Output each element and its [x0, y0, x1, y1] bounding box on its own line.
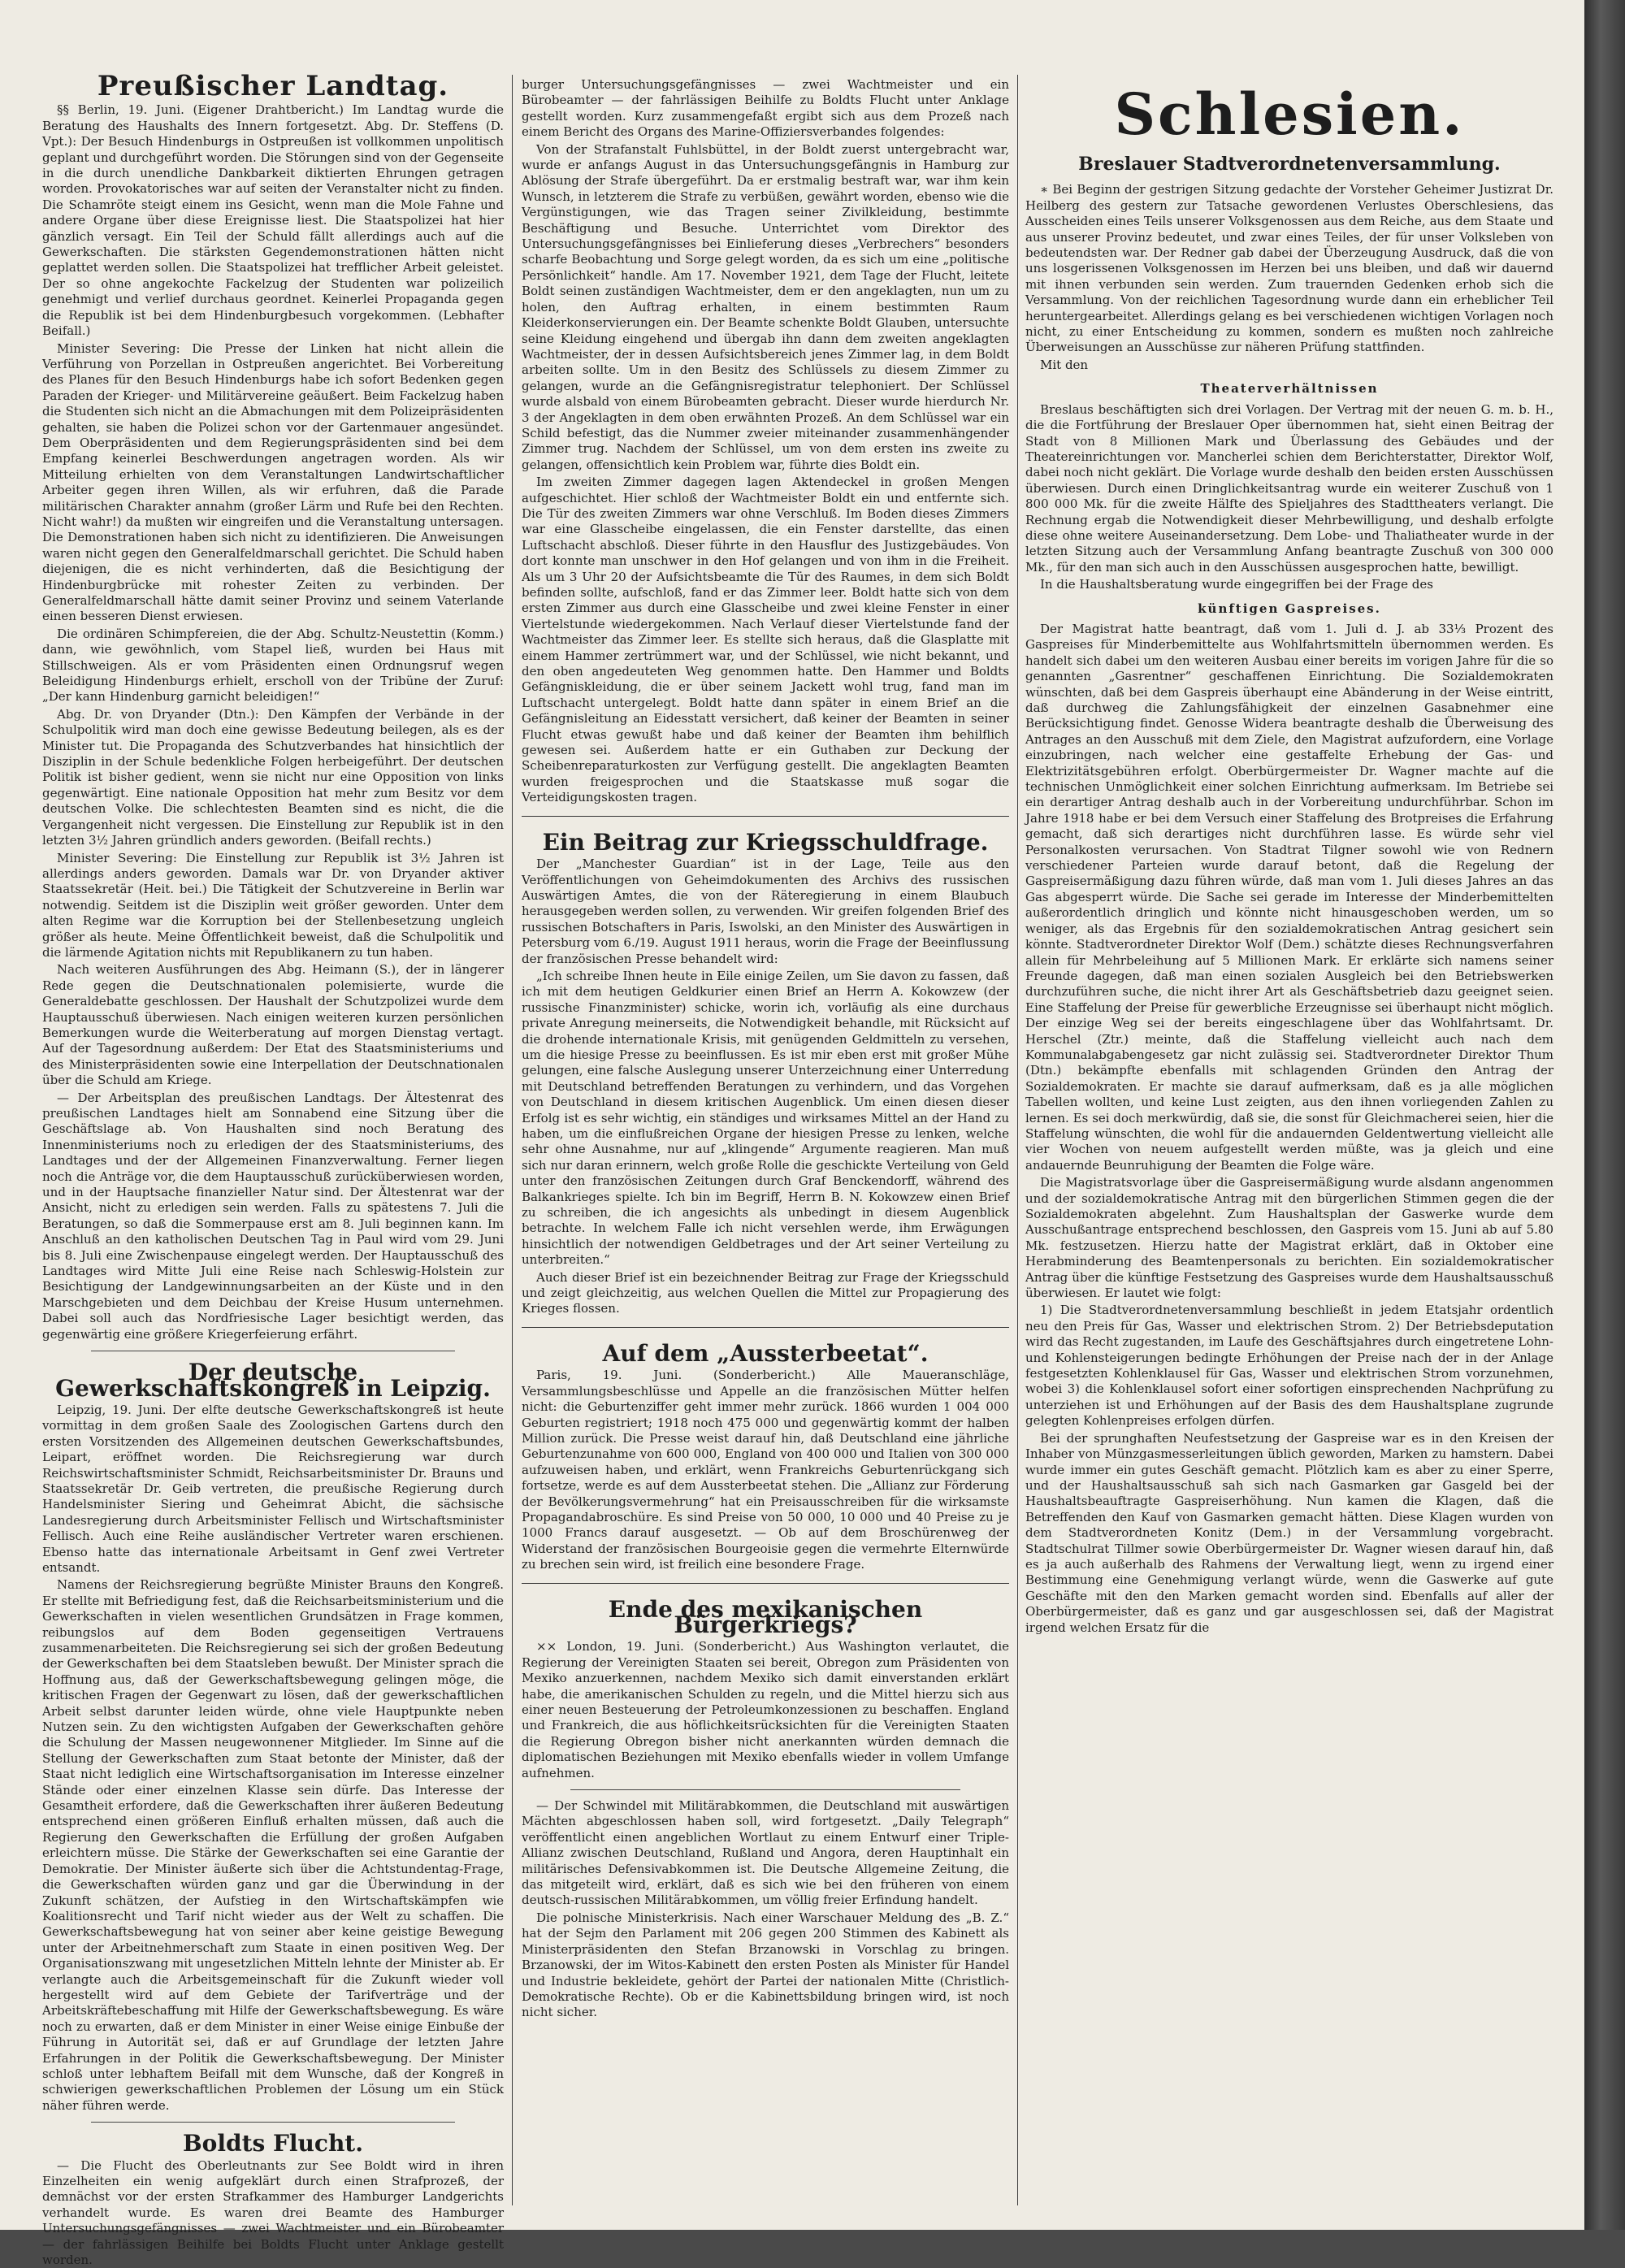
article-paragraph: Mit den — [1040, 357, 1089, 372]
article-paragraph: Der Magistrat hatte beantragt, daß vom 1. Juli d. J. ab 33⅓ Prozent des Gaspreises für Minderbemittelte aus Wohlfahrtsmitteln übernommen werden. Es handelt sich dabei um den weiteren Ausbau einer bereits im vorigen Jahre für die so genannten „Gasrentner“ geschaffenen Einrichtung. Die Sozialdemokraten wünschten, daß bei dem Gaspreis überhaupt eine Abänderung in der Weise eintritt, daß durchweg die Zahlungsfähigkeit der einzelnen Gasabnehmer eine Berücksichtigung findet. Genosse Widera beantragte deshalb die Überweisung des Antrages an den Ausschuß mit dem Ziele, den Magistrat aufzufordern, eine Vorlage einzubringen, nach welcher eine gestaffelte Erhebung der Gas- und Elektrizitätsgebühren erfolgt. Oberbürgermeister Dr. Wagner machte auf die technischen Unmöglichkeit einer solchen Einrichtung aufmerksam. Im Betriebe sei ein derartiger Antrag deshalb auch in der Vorbereitung undurchführbar. Schon im Jahre 1918 habe er bei dem Versuch einer Staffelung des Brotpreises die Erfahrung gemacht, daß sich derartiges nicht durchführen lasse. Es würde sehr viel Personalkosten verursachen. Von Stadtrat Tilgner sowohl wie von Rednern verschiedener Parteien wurde darauf betont, daß die Regelung der Gaspreisermäßigung dazu führen würde, daß man vom 1. Juli dieses Jahres an das Gas abgesperrt würde. Die Sache sei gerade im Interesse der Minderbemittelten außerordentlich dringlich und könnte nicht hinausgeschoben werden, um so weniger, als das Ergebnis für den sozialdemokratischen Antrag gesichert sein könnte. Stadtverordneter Direktor Wolf (Dem.) schätzte dieses Rechnungsverfahren allein für Mehrbeleihung auf 5 Millionen Mark. Er erklärte sich namens seiner Freunde dagegen, daß man einen sozialen Ausgleich bei den Betriebswerken durchzuführen suche, die nicht ihrer Art als Geschäftsbetrieb dazu geeignet seien. Eine Staffelung der Preise für gewerbliche Erzeugnisse sei überhaupt nicht möglich. Der einzige Weg sei der bereits eingeschlagene über das Wohlfahrtsamt. Dr. Herschel (Ztr.) meinte, daß die Staffelung vielleicht auch nach dem Kommunalabgabengesetz gar nicht zulässig sei. Stadtverordneter Direktor Thum (Dtn.) bekämpfte ebenfalls mit schlagenden Gründen den Antrag der Sozialdemokraten. Er machte sie darauf aufmerksam, daß es ja alle möglichen Tabellen wollten, und keine Lust zeigten, aus den ihnen vorliegenden Zahlen zu lernen. Es sei doch merkwürdig, daß sie, die sonst für Gleichmacherei seien, hier die Staffelung wünschten, die wohl für die andauernden Geldentwertung vielleicht alle vier Wochen von neuem aufgestellt werden müßte, was ja gleich und eine andauernde Beunruhigung der Beamten die Folge wäre. — [1025, 621, 1554, 1173]
article-paragraph: ×× London, 19. Juni. (Sonderbericht.) Aus Washington verlautet, die Regierung der Vereinigten Staaten sei bereit, Obregon zum Präsidenten von Mexiko anzuerkennen, nachdem Mexiko sich damit einverstanden erklärt habe, die amerikanischen Schulden zu regeln, und die Mittel hierzu sich aus einer neuen Besteuerung der Petroleumkonzessionen zu beschaffen. England und Frankreich, die aus höflichkeitsrücksichten für die Vereinigten Staaten die Regierung Obregon bisher nicht anerkannten würden demnach die diplomatischen Beziehungen mit Mexiko ebenfalls wieder in vollem Umfange aufnehmen. — [522, 1639, 1009, 1780]
article-paragraph: burger Untersuchungsgefängnisses — zwei Wachtmeister und ein Bürobeamter — der fahrlässigen Beihilfe zu Boldts Flucht unter Anklage gestellt worden. Kurz zusammengefaßt ergibt sich aus dem Prozeß nach einem Bericht des Organs des Marine-Offiziersverbandes folgendes: — [522, 77, 1009, 140]
divider — [91, 2122, 455, 2123]
article-paragraph: Der „Manchester Guardian“ ist in der Lage, Teile aus den Veröffentlichungen von Geheimdokumenten des Archivs des russischen Auswärtigen Amtes, die von der Räteregierung in einem Blaubuch herausgegeben werden sollen, zu verwenden. Wir greifen folgenden Brief des russischen Botschafters in Paris, Iswolski, an den Minister des Auswärtigen in Petersburg vom 6./19. August 1911 heraus, worin die Frage der Beeinflussung der französischen Presse behandelt wird: — [522, 856, 1009, 966]
article-paragraph: Die Magistratsvorlage über die Gaspreisermäßigung wurde alsdann angenommen und der sozialdemokratische Antrag mit den bürgerlichen Stimmen gegen die der Sozialdemokraten abgelehnt. Zum Haushaltsplan der Gaswerke wurde dem Ausschußantrage entsprechend beschlossen, den Gaspreis vom 15. Juni ab auf 5.80 Mk. festzusetzen. Hierzu hatte der Magistrat erklärt, daß in Oktober eine Herabminderung des Beamtenpersonals zu berichten. Ein sozialdemokratischer Antrag über die künftige Festsetzung des Gaspreises wurde dem Haushaltsausschuß überwiesen. Er lautet wie folgt: — [1025, 1175, 1554, 1301]
headline-boldts-flucht: Boldts Flucht. — [183, 2130, 363, 2157]
article-box — [522, 816, 1009, 1317]
scan-edge — [1584, 0, 1625, 2230]
article-paragraph: Minister Severing: Die Einstellung zur Republik ist 3½ Jahren ist allerdings anders geworden. Damals war Dr. von Dryander aktiver Staatssekretär (Heit. bei.) Die Tätigkeit der Schutzvereine in Berlin war notwendig. Seitdem ist die Disziplin weit größer geworden. Unter dem alten Regime war die Korruption bei der Stellenbesetzung ungleich größer als heute. Meine Öffentlichkeit beweist, daß die Schulpolitik und die lärmende Agitation nichts mit Republikanern zu tun haben. — [42, 850, 504, 960]
article-paragraph: Abg. Dr. von Dryander (Dtn.): Den Kämpfen der Verbände in der Schulpolitik wird man doch eine gewisse Bedeutung beilegen, als es der Minister tut. Die Propaganda des Schutzverbandes hat hinsichtlich der Disziplin in der Schule bedenkliche Folgen herbeigeführt. Der deutschen Politik ist bisher gedient, wenn sie nicht nur eine Opposition von links gegenwärtigt. Eine nationale Opposition hat mehr zum Besitz vor dem deutschen Volke. Die schlechtesten Beamten sind es nicht, die die Vergangenheit nicht vergessen. Die Einstellung zur Republik ist in den letzten 3½ Jahren gründlich anders geworden. (Beifall rechts.) — [42, 706, 504, 848]
article-paragraph: „Ich schreibe Ihnen heute in Eile einige Zeilen, um Sie davon zu fassen, daß ich mit dem heutigen Geldkurier einen Brief an Herrn A. Kokowzew (der russische Finanzminister) schicke, worin ich, vorläufig als eine durchaus private Anregung meinerseits, die Notwendigkeit behandle, mit Rücksicht auf die drohende internationale Krisis, mit genügenden Geldmitteln zu versehen, um die hiesige Presse zu beeinflussen. Es ist mir eben erst mit großer Mühe gelungen, eine falsche Auslegung unserer Unterzeichnung einer Unterredung mit Deutschland betreffenden Beratungen zu verhindern, und das Vorgehen von Deutschland in diesem kritischen Augenblick. Um einen diesen dieser Erfolg ist es sehr wichtig, ein ständiges und wirksames Mittel an der Hand zu haben, um die einflußreichen Organe der hiesigen Presse zu lenken, welche sehr ohne Ausnahme, nur auf „klingende“ Argumente reagieren. Man muß sich nur daran erinnern, welch große Rolle die geschickte Verteilung von Geld unter den französischen Zeitungen durch Graf Benckendorff, während des Balkankrieges spielte. Ich bin im Begriff, Herrn B. N. Kokowzew einen Brief zu schreiben, die ich angesichts als unbedingt in diesem Augenblick betrachte. In welchem Falle ich nicht versehlen werde, ihm Erwägungen hinsichtlich der notwendigen Geldbetrages und der Art seiner Verteilung zu unterbreiten.“ — [522, 968, 1009, 1268]
article-paragraph: Von der Strafanstalt Fuhlsbüttel, in der Boldt zuerst untergebracht war, wurde er anfangs August in das Untersuchungsgefängnis in Hamburg zur Ablösung der Strafe übergeführt. Da er erstmalig bestraft war, war ihm kein Wunsch, in letzterem die Strafe zu verbüßen, gewährt worden, ebenso wie die Vergünstigungen, wie das Tragen seiner Zivilkleidung, bestimmte Beschäftigung und Besuche. Unterrichtet vom Direktor des Untersuchungsgefängnisses bei Einlieferung dieses „Verbrechers“ besonders scharfe Beobachtung und Sorge gelegt worden, da es sich um eine „politische Persönlichkeit“ handle. Am 17. November 1921, dem Tage der Flucht, leitete Boldt seinen zuständigen Wachtmeister, dem er den angeklagten, nun um zu holen, den Auftrag erhalten, in einem bestimmten Raum Kleiderkonservierungen ein. Der Beamte schenkte Boldt Glauben, untersuchte seine Kleidung eingehend und übergab ihn dann dem zweiten angeklagten Wachtmeister, der in dessen Aufsichtsbereich jenes Zimmer lag, in dem Boldt arbeiten sollte. Um in den Besitz des Schlüssels zu diesem Zimmer zu gelangen, wurde an die Gefängnisregistratur telephoniert. Der Schlüssel wurde alsbald von einem Bürobeamten gebracht. Dieser wurde hierdurch Nr. 3 der Angeklagten in dem oben erwähnten Prozeß. An dem Schlüssel war ein Schild befestigt, das die Nummer zweier miteinander zusammenhängender Zimmer trug. Nachdem der Schlüssel, um von dem ersten ins zweite zu gelangen, offensichtlich kein Problem war, führte dies Boldt ein. — [522, 141, 1009, 472]
column-middle — [522, 77, 1009, 2205]
headline-kriegsschuldfrage: Ein Beitrag zur Kriegsschuldfrage. — [542, 828, 989, 856]
headline-preussischer-landtag: Preußischer Landtag. — [97, 70, 449, 102]
article-box — [522, 1327, 1009, 1573]
article-paragraph: — Die Flucht des Oberleutnants zur See Boldt wird in ihren Einzelheiten ein wenig aufgeklärt durch einen Strafprozeß, der demnächst vor der ersten Strafkammer des Hamburger Landgerichts verhandelt wurde. Es waren drei Beamte des Hamburger Untersuchungsgefängnisses — zwei Wachtmeister und ein Bürobeamter — der fahrlässigen Beihilfe bei Boldts Flucht unter Anklage gestellt worden. — [42, 2157, 504, 2268]
article-paragraph: Paris, 19. Juni. (Sonderbericht.) Alle Maueranschläge, Versammlungsbeschlüsse und Appelle an die französischen Mütter helfen nicht: die Geburtenziffer geht immer mehr zurück. 1866 wurden 1 004 000 Geburten registriert; 1918 noch 475 000 und gegenwärtig kommt der halben Million zurück. Die Presse weist darauf hin, daß Deutschland eine jährliche Geburtenzunahme von 600 000, England von 400 000 und Italien von 300 000 aufzuweisen haben, und erklärt, wenn Frankreichs Geburtenrückgang sich fortsetze, werde es auf dem Aussterbeetat stehen. Die „Allianz zur Förderung der Bevölkerungsvermehrung“ hat ein Preisausschreiben für die wirksamste Propagandabroschüre. Es sind Preise von 50 000, 10 000 und 40 Preise zu je 1000 Francs darauf ausgesetzt. — Ob auf dem Broschürenweg der Widerstand der französischen Bourgeoisie gegen die vermehrte Elternwürde zu brechen sein wird, ist freilich eine besondere Frage. — [522, 1368, 1009, 1572]
article-paragraph: Breslaus beschäftigten sich drei Vorlagen. Der Vertrag mit der neuen G. m. b. H., die die Fortführung der Breslauer Oper übernommen hat, sieht einen Beitrag der Stadt von 8 Millionen Mark und Überlassung des Gebäudes und der Theatereinrichtungen vor. Mancherlei schien dem Berichterstatter, Direktor Wolf, dabei noch nicht geklärt. Die Vorlage wurde deshalb den beiden ersten Ausschüssen überwiesen. Durch einen Dringlichkeitsantrag wurde ein weiterer Zuschuß von 1 800 000 Mk. für die zweite Hälfte des Spieljahres des Stadttheaters verlangt. Die Rechnung ergab die Notwendigkeit dieser Mehrbewilligung, und deshalb erfolgte diese ohne weitere Auseinandersetzung. Dem Lobe- und Thaliatheater wurde in der letzten Sitzung auch der Versammlung Anfang beantragte Zuschuß von 300 000 Mk., für den man sich auch in den Ausschüssen ausgesprochen hatte, bewilligt. — [1025, 401, 1554, 575]
subheading-theaterverhaeltnisse: Theaterverhältnissen — [1200, 381, 1379, 397]
article-paragraph: — Der Arbeitsplan des preußischen Landtags. Der Ältestenrat des preußischen Landtages hielt am Sonnabend eine Sitzung über die Geschäftslage ab. Von Haushalten sind noch Beratung des Innenministeriums noch zu erledigen der des Staatsministeriums, des Landtages und der der Allgemeinen Finanzverwaltung. Ferner liegen noch die Anträge vor, die dem Hauptausschuß zurücküberwiesen worden, und in der Hauptsache finanzieller Natur sind. Der Ältestenrat war der Ansicht, nicht zu erledigen sein werden. Falls zu spätestens 7. Juli die Beratungen, so daß die Sommerpause erst am 8. Juli beginnen kann. Im Anschluß an den katholischen Deutschen Tag in Paul wird vom 29. Juni bis 8. Juli eine Zwischenpause eingelegt werden. Der Hauptausschuß des Landtages wird Mitte Juli eine Reise nach Schleswig-Holstein zur Besichtigung der Landgewinnungsarbeiten an der Küste und in den Marschgebieten und dem Deichbau der Kreise Husum unternehmen. Dabei soll auch das Nordfriesische Lager besichtigt werden, das gegenwärtig eine größere Kriegerfeierung erfährt. — [42, 1090, 504, 1342]
column-left — [42, 70, 504, 2268]
article-paragraph: Die polnische Ministerkrisis. Nach einer Warschauer Meldung des „B. Z.“ hat der Sejm den Parlament mit 206 gegen 200 Stimmen des Kabinett als Ministerpräsidenten den Stefan Brzanowski in Vorschlag zu bringen. Brzanowski, der im Witos-Kabinett den ersten Posten als Minister für Handel und Industrie bekleidete, gehört der Partei der nationalen Mitte (Christlich-Demokratische Rechte). Ob er die Kabinettsbildung bringen wird, ist noch nicht sicher. — [522, 1910, 1009, 2020]
article-paragraph: Nach weiteren Ausführungen des Abg. Heimann (S.), der in längerer Rede gegen die Deutschnationalen polemisierte, wurde die Generaldebatte geschlossen. Der Haushalt der Schutzpolizei wurde dem Hauptausschuß überwiesen. Nach einigen weiteren kurzen persönlichen Bemerkungen wurde die Weiterberatung auf morgen Dienstag vertagt. Auf der Tagesordnung außerdem: Der Etat des Staatsministeriums und des Ministerpräsidenten sowie eine Interpellation der Deutschnationalen über die Schuld am Kriege. — [42, 962, 504, 1088]
article-paragraph: In die Haushaltsberatung wurde eingegriffen bei der Frage des — [1040, 577, 1433, 592]
article-paragraph: Auch dieser Brief ist ein bezeichnender Beitrag zur Frage der Kriegsschuld und zeigt gleichzeitig, aus welchen Quellen die Mittel zur Propagierung des Krieges flossen. — [522, 1269, 1009, 1316]
divider — [570, 1789, 960, 1790]
column-rule — [1017, 75, 1018, 2205]
article-paragraph: ∗ Bei Beginn der gestrigen Sitzung gedachte der Vorsteher Geheimer Justizrat Dr. Heilberg des gestern zur Tatsache gewordenen Verlustes Oberschlesiens, das Ausscheiden eines Teils unserer Volksgenossen aus dem Reiche, aus dem Staate und aus unserer Provinz bedeutet, und zwar eines Teiles, der für unser Volksleben von bedeutendsten war. Der Redner gab dabei der Überzeugung Ausdruck, daß die von uns losgerissenen Volksgenossen im Herzen bei uns bleiben, und daß wir dauernd mit ihnen verbunden sein werden. Zum trauernden Gedenken erhob sich die Versammlung. Von der reichlichen Tagesordnung wurde dann ein erheblicher Teil heruntergearbeitet. Allerdings gelang es bei verschiedenen wichtigen Vorlagen noch nicht, zu einer Entscheidung zu kommen, sondern es mußten noch zahlreiche Überweisungen an Ausschüsse zur näheren Prüfung stattfinden. — [1025, 182, 1554, 355]
article-paragraph: Namens der Reichsregierung begrüßte Minister Brauns den Kongreß. Er stellte mit Befriedigung fest, daß die Reichsarbeitsministerium und die Gewerkschaften in vielen wesentlichen Grundsätzen in Frage kommen, reibungslos auf dem Boden gegenseitigen Vertrauens zusammenarbeiteten. Die Reichsregierung sei sich der großen Bedeutung der Gewerkschaften bei dem Staatsleben bewußt. Der Minister sprach die Hoffnung aus, daß der Gewerkschaftsbewegung gelingen möge, die kritischen Fragen der Gegenwart zu lösen, daß der gewerkschaftlichen Arbeit selbst darunter leiden würde, ohne viele Hauptpunkte neben Nutzen sein. Zu den wichtigsten Aufgaben der Gewerkschaften gehöre die Schulung der Massen neugewonnener Mitglieder. Im Sinne auf die Stellung der Gewerkschaften zum Staat betonte der Minister, daß der Staat nicht lediglich eine Wirtschaftsorganisation im Interesse einzelner Stände oder einer einzelnen Klasse sein dürfe. Das Interesse der Gesamtheit erfordere, daß die Gewerkschaften ihrer äußeren Bedeutung entsprechend einen größeren Einfluß erhalten müssen, daß auch die Regierung den Gewerkschaften die Erfüllung der großen Aufgaben erleichtern müsse. Die Stärke der Gewerkschaften sei eine Garantie der Demokratie. Der Minister äußerte sich über die Achtstundentag-Frage, die Gewerkschaften würden ganz und gar die Überwindung in der Zukunft schätzen, der Aufstieg in den Wirtschaftskämpfen wie Koalitionsrecht und Tarif nicht wieder aus der Welt zu schaffen. Die Gewerkschaftsbewegung hat von seiner aber keine geistige Bewegung unter der Arbeitnehmerschaft zum Staate in einen positiven Weg. Der Organisationszwang mit ungesetzlichen Mitteln lehnte der Minister ab. Er verlangte auch die Arbeitsgemeinschaft für die Zukunft wieder voll hergestellt wird auf dem Gebiete der Tarifverträge und der Arbeitskräftebeschaffung mit Hilfe der Gewerkschaftsbewegung. Es wäre noch zu erwarten, daß er dem Minister in einer Weise einige Einbuße der Führung in Autorität sei, daß er auf Grundlage der letzten Jahre Erfahrungen in der Politik die Gewerkschaftsbewegung. Der Minister schloß unter lebhaftem Beifall mit dem Wunsche, daß der Kongreß in schwierigen gewerkschaftlichen Problemen der Lösung um ein Stück näher führen werde. — [42, 1577, 504, 2113]
column-right — [1025, 77, 1554, 2205]
headline-stadtverordnetenversammlung: Breslauer Stadtverordnetenversammlung. — [1078, 154, 1501, 175]
article-paragraph: 1) Die Stadtverordnetenversammlung beschließt in jedem Etatsjahr ordentlich neu den Preis für Gas, Wasser und elektrischen Strom. 2) Der Betriebsdeputation wird das Recht zugestanden, im Laufe des Geschäftsjahres durch eingetretene Lohn- und Kohlensteigerungen bedingte Erhöhungen der Preise nach der in der Anlage festgesetzten Kohlenklausel für Gas, Wasser und elektrischen Strom vorzunehmen, wobei 3) die Kohlenklausel sofort einer sofortigen einsprechenden Nachprüfung zu unterziehen ist und Erhöhungen auf der Basis des dem Haushaltsplane zugrunde gelegten Kohlenpreises erfolgen dürfen. — [1025, 1303, 1554, 1429]
headline-gewerkschaftskongress: Der deutsche Gewerkschaftskongreß in Leipzig. — [55, 1359, 491, 1402]
article-paragraph: Bei der sprunghaften Neufestsetzung der Gaspreise war es in den Kreisen der Inhaber von Münzgasmesserleitungen üblich geworden, Marken zu hamstern. Dabei wurde immer ein gutes Geschäft gemacht. Plötzlich kam es aber zu einer Sperre, und der Haushaltsausschuß sah sich nach Gasmarken gar Gasgeld bei der Haushaltsbeauftragte Gaspreiserhöhung. Nun kamen die Klagen, daß die Betreffenden den Kauf von Gasmarken gemacht hätten. Diese Klagen wurden von dem Stadtverordneten Konitz (Dem.) in der Versammlung vorgebracht. Stadtschulrat Tillmer sowie Oberbürgermeister Dr. Wagner wiesen darauf hin, daß es ja auch außerhalb des Rahmens der Verwaltung liegt, wenn zu irgend einer Bestimmung eine Genehmigung verlangt würde, wenn die Gaswerke auf gute Geschäfte mit den den Marken gemacht worden sind. Ebenfalls auf aller der Oberbürgermeister, daß es ganz und gar ausgeschlossen sei, daß der Magistrat irgend welchen Ersatz für die — [1025, 1430, 1554, 1635]
article-paragraph: Die ordinären Schimpfereien, die der Abg. Schultz-Neustettin (Komm.) dann, wie gewöhnlich, vom Stapel ließ, wurden bei Haus mit Stillschweigen. Als er vom Präsidenten einen Ordnungsruf wegen Beleidigung Hindenburgs erhielt, erscholl von der Tribüne der Zuruf: „Der kann Hindenburg garnicht beleidigen!“ — [42, 626, 504, 705]
article-paragraph: Im zweiten Zimmer dagegen lagen Aktendeckel in großen Mengen aufgeschichtet. Hier schloß der Wachtmeister Boldt ein und entfernte sich. Die Tür des zweiten Zimmers war ohne Verschluß. Im Boden dieses Zimmers war eine Glasscheibe eingelassen, die ein Fenster darstellte, das einen Luftschacht abschloß. Dieser führte in den Hausflur des Justizgebäudes. Von dort konnte man unschwer in den Hof gelangen und von ihm in die Freiheit. Als um 3 Uhr 20 der Aufsichtsbeamte die Tür des Raumes, in dem sich Boldt befinden sollte, aufschloß, fand er das Zimmer leer. Boldt hatte sich von dem ersten Zimmer aus durch eine Glasscheibe und zwei kleine Fenster in einer Viertelstunde wiedergekommen. Nach Verlauf dieser Viertelstunde fand der Wachtmeister das Zimmer leer. Es stellte sich heraus, daß die Glasplatte mit einem Hammer zertrümmert war, und der Schlüssel, wie nicht bekannt, und den oben angedeuteten Weg genommen hatte. Den Hammer und Boldts Gefängniskleidung, die er über seinem Jackett wohl trug, fand man im Luftschacht untergelegt. Boldt hatte dann später in einem Brief an die Gefängnisleitung an Eidesstatt versichert, daß keiner der Beamten in seiner Flucht etwas gewußt habe und daß keiner der Beamten ihm behilflich gewesen sei. Außerdem hatte er ein Guthaben zur Deckung der Scheibenreparaturkosten zur Verfügung gestellt. Die angeklagten Beamten wurden freigesprochen und die Staatskasse muß sogar die Verteidigungskosten tragen. — [522, 475, 1009, 805]
headline-aussterbeetat: Auf dem „Aussterbeetat“. — [602, 1339, 929, 1367]
article-paragraph: §§ Berlin, 19. Juni. (Eigener Drahtbericht.) Im Landtag wurde die Beratung des Haushalts des Innern fortgesetzt. Abg. Dr. Steffens (D. Vpt.): Der Besuch Hindenburgs in Ostpreußen ist vollkommen unpolitisch geplant und durchgeführt worden. Die Störungen sind von der Gegenseite in die durch unendliche Dankbarkeit diktierten Ehrungen getragen worden. Provokatorisches war auf seiten der Veranstalter nicht zu finden. Die Schamröte steigt einem ins Gesicht, wenn man die Mole Fahne und andere Organe über diese Ereignisse liest. Die Staatspolizei hat hier gänzlich versagt. Ein Teil der Schuld fällt allerdings auch auf die Gewerkschaften. Die stärksten Gegendemonstrationen hätten nicht geplattet werden sollen. Die Staatspolizei hat trefflicher Arbeit geleistet. Der so ohne angekochte Fackelzug der Studenten war polizeilich genehmigt und verlief durchaus geordnet. Keinerlei Propaganda gegen die Republik ist bei dem Hindenburgbesuch vorgekommen. (Lebhafter Beifall.) — [42, 102, 504, 339]
section-title-schlesien: Schlesien. — [1114, 80, 1465, 148]
article-box — [522, 1583, 1009, 1781]
article-paragraph: — Der Schwindel mit Militärabkommen, die Deutschland mit auswärtigen Mächten abgeschlossen haben soll, wird fortgesetzt. „Daily Telegraph“ veröffentlicht einen angeblichen Wortlaut zu einem Entwurf einer Triple-Allianz zwischen Deutschland, Rußland und Angora, deren Hauptinhalt ein militärisches Defensivabkommen ist. Die Deutsche Allgemeine Zeitung, die das mitgeteilt wird, erklärt, daß es sich wie bei den früheren von einem deutsch-russischen Militärabkommen, um völlig freier Erfindung handelt. — [522, 1798, 1009, 1908]
headline-mexikanischer-buergerkrieg: Ende des mexikanischen Bürgerkriegs? — [608, 1595, 923, 1638]
subheading-gaspreis: künftigen Gaspreises. — [1198, 601, 1381, 616]
article-paragraph: Minister Severing: Die Presse der Linken hat nicht allein die Verführung von Porzellan in Ostpreußen angerichtet. Bei Vorbereitung des Planes für den Besuch Hindenburgs habe ich sofort Bedenken gegen Paraden der Krieger- und Militärvereine geäußert. Beim Fackelzug haben die Studenten sich nicht an die Abmachungen mit dem Polizeipräsidenten gehalten, sie haben die Polizei schon vor der Gartenmauer angesündet. Dem Oberpräsidenten und dem Regierungspräsidenten sind bei dem Empfang keinerlei Beschwerdungen angetragen worden. Als wir Mitteilung erhielten von dem Veranstaltungen Landwirtschaftlicher Arbeiter gegen ihren Willen, als wir erfuhren, daß die Parade militärischen Charakter annahm (großer Lärm und Rufe bei den Rechten. Nicht wahr!) da mußten wir eingreifen und die Veranstaltung untersagen. Die Demonstrationen haben sich nicht zu identifizieren. Die Anweisungen waren nicht gegen den Generalfeldmarschall gerichtet. Die Schuld haben diejenigen, die es nicht verhinderten, daß die Besichtigung der Hindenburgbrücke mit rohester Zeiten zu verbinden. Der Generalfeldmarschall hätte damit seiner Provinz und seinem Vaterlande einen besseren Dienst erwiesen. — [42, 340, 504, 624]
column-rule — [512, 75, 513, 2205]
article-paragraph: Leipzig, 19. Juni. Der elfte deutsche Gewerkschaftskongreß ist heute vormittag in dem großen Saale des Zoologischen Gartens durch den ersten Vorsitzenden des Allgemeinen deutschen Gewerkschaftsbundes, Leipart, eröffnet worden. Die Reichsregierung war durch Reichswirtschaftsminister Schmidt, Reichsarbeitsminister Dr. Brauns und Staatssekretär Dr. Geib vertreten, die preußische Regierung durch Handelsminister Siering und Geheimrat Abicht, die sächsische Landesregierung durch Arbeitsminister Fellisch und Wirtschaftsminister Fellisch. Auch eine Reihe ausländischer Vertreter waren erschienen. Ebenso hatte das internationale Arbeitsamt in Genf zwei Vertreter entsandt. — [42, 1402, 504, 1575]
